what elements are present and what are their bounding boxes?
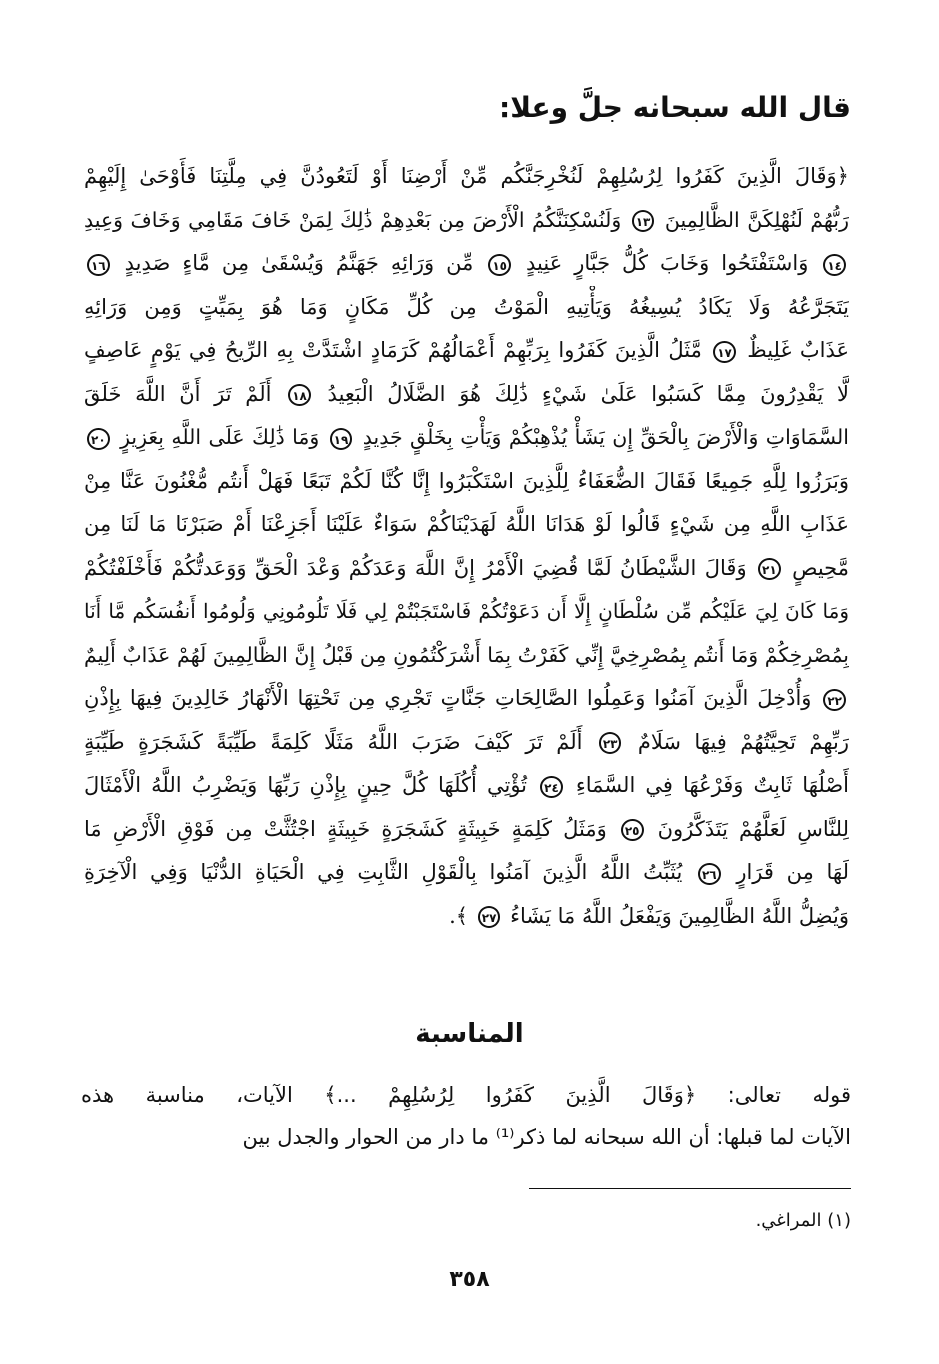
verse-text: مَّثَلُ الَّذِينَ كَفَرُوا بِرَبِّهِمْ أَعْمَالُهُمْ كَرَمَادٍ اشْتَدَّتْ بِهِ الرِّيحُ فِي يَوْمٍ عَاصِفٍ	[84, 338, 702, 362]
verse-line	[84, 329, 849, 373]
footnote: (١) المراغي.	[755, 1210, 851, 1231]
verse-text: يَتَجَرَّعُهُ وَلَا يَكَادُ يُسِيغُهُ وَيَأْتِيهِ الْمَوْتُ مِن كُلِّ مَكَانٍ وَمَا هُوَ بِمَيِّتٍ وَمِن وَرَائِهِ	[84, 294, 849, 319]
verse-text: يُثَبِّتُ اللَّهُ الَّذِينَ آمَنُوا بِالْقَوْلِ الثَّابِتِ فِي الْحَيَاةِ الدُّنْيَا وَفِي الْآخِرَةِ	[84, 860, 683, 884]
ayah-number-marker: ٢١	[758, 558, 781, 580]
verse-text: وَيُضِلُّ اللَّهُ الظَّالِمِينَ وَيَفْعَلُ اللَّهُ مَا يَشَاءُ	[510, 903, 849, 928]
verse-line	[84, 242, 849, 286]
ayah-number-marker: ١٩	[330, 428, 353, 450]
verse-text: وَقَالَ الشَّيْطَانُ لَمَّا قُضِيَ الْأَمْرُ إِنَّ اللَّهَ وَعَدَكُمْ وَعْدَ الْحَقِّ وَوَعَدتُّكُمْ فَأَخْلَفْتُكُمْ	[84, 555, 747, 580]
ayah-number-marker: ٢٠	[87, 428, 110, 450]
paragraph-line: الآيات لما قبلها: أن الله سبحانه لما ذكر⁽¹⁾ ما دار من الحوار والجدل بين	[242, 1125, 851, 1149]
verse-text: بِمُصْرِخِكُمْ وَمَا أَنتُم بِمُصْرِخِيَّ إِنِّي كَفَرْتُ بِمَا أَشْرَكْتُمُونِ مِن قَبْلُ إِنَّ الظَّالِمِينَ لَهُمْ عَذَابٌ أَلِيمٌ	[84, 642, 849, 667]
verse-line	[84, 634, 849, 678]
ayah-number-marker: ٢٧	[478, 906, 501, 928]
verse-line	[84, 764, 849, 808]
verse-text: ﴿وَقَالَ الَّذِينَ كَفَرُوا لِرُسُلِهِمْ لَنُخْرِجَنَّكُم مِّنْ أَرْضِنَا أَوْ لَتَعُودُنَّ فِي مِلَّتِنَا فَأَوْحَىٰ إِلَيْهِمْ	[84, 164, 849, 188]
ayah-number-marker: ٢٣	[599, 732, 622, 754]
verse-text: لَّا يَقْدِرُونَ مِمَّا كَسَبُوا عَلَىٰ شَيْءٍ ذَٰلِكَ هُوَ الضَّلَالُ الْبَعِيدُ	[327, 381, 849, 406]
ayah-number-marker: ١٦	[87, 254, 110, 276]
verse-line	[84, 590, 849, 634]
verse-line	[84, 155, 849, 199]
verse-text: وَمَا ذَٰلِكَ عَلَى اللَّهِ بِعَزِيزٍ	[120, 425, 320, 449]
page-number: ٣٥٨	[449, 1267, 490, 1292]
verse-line	[84, 199, 849, 243]
verse-text: لَهَا مِن قَرَارٍ	[736, 860, 849, 884]
verse-line	[84, 547, 849, 591]
ayah-number-marker: ١٧	[713, 341, 736, 363]
verse-text: مَّحِيصٍ	[792, 555, 849, 580]
verse-text: أَلَمْ تَرَ كَيْفَ ضَرَبَ اللَّهُ مَثَلًا كَلِمَةً طَيِّبَةً كَشَجَرَةٍ طَيِّبَةٍ	[84, 729, 583, 754]
verse-line	[84, 808, 849, 852]
commentary-paragraph	[81, 1074, 851, 1158]
verse-line	[84, 373, 849, 417]
verse-line	[84, 460, 849, 504]
verse-text: وَبَرَزُوا لِلَّهِ جَمِيعًا فَقَالَ الضُّعَفَاءُ لِلَّذِينَ اسْتَكْبَرُوا إِنَّا كُنَّا لَكُمْ تَبَعًا فَهَلْ أَنتُم مُّغْنُونَ عَنَّا مِنْ	[84, 468, 849, 493]
verse-line	[84, 851, 849, 895]
ayah-number-marker: ٢٥	[621, 819, 644, 841]
verse-text: رَبِّهِمْ تَحِيَّتُهُمْ فِيهَا سَلَامٌ	[637, 729, 849, 754]
page-heading: قال الله سبحانه جلَّ وعلا:	[499, 91, 851, 124]
verse-text: وَأُدْخِلَ الَّذِينَ آمَنُوا وَعَمِلُوا الصَّالِحَاتِ جَنَّاتٍ تَجْرِي مِن تَحْتِهَا الْأَنْهَارُ خَالِدِينَ فِيهَا بِإِذْنِ	[84, 686, 812, 710]
verse-text: وَمَا كَانَ لِيَ عَلَيْكُم مِّن سُلْطَانٍ إِلَّا أَن دَعَوْتُكُمْ فَاسْتَجَبْتُمْ لِي فَلَا تَلُومُونِي وَلُومُوا أَنفُسَكُم مَّا أَنَا	[84, 599, 849, 623]
verse-text: تُؤْتِي أُكُلَهَا كُلَّ حِينٍ بِإِذْنِ رَبِّهَا وَيَضْرِبُ اللَّهُ الْأَمْثَالَ	[84, 773, 528, 797]
verse-text: رَبُّهُمْ لَنُهْلِكَنَّ الظَّالِمِينَ	[664, 207, 849, 232]
verse-text: وَاسْتَفْتَحُوا وَخَابَ كُلُّ جَبَّارٍ عَنِيدٍ	[526, 251, 809, 275]
verse-text: عَذَابٌ غَلِيظٌ	[747, 338, 849, 362]
verse-line	[84, 503, 849, 547]
verse-text: أَصْلُهَا ثَابِتٌ وَفَرْعُهَا فِي السَّمَاءِ	[575, 773, 849, 797]
verse-text: السَّمَاوَاتِ وَالْأَرْضَ بِالْحَقِّ إِن يَشَأْ يُذْهِبْكُمْ وَيَأْتِ بِخَلْقٍ جَدِيدٍ	[362, 425, 849, 449]
verse-text: عَذَابِ اللَّهِ مِن شَيْءٍ قَالُوا لَوْ هَدَانَا اللَّهُ لَهَدَيْنَاكُمْ سَوَاءٌ عَلَيْنَا أَجَزِعْنَا أَمْ صَبَرْنَا مَا لَنَا مِن	[84, 512, 849, 536]
paragraph-line: قوله تعالى: ﴿وَقَالَ الَّذِينَ كَفَرُوا لِرُسُلِهِمْ ...﴾ الآيات، مناسبة هذه	[81, 1083, 851, 1107]
verse-text: وَلَنُسْكِنَنَّكُمُ الْأَرْضَ مِن بَعْدِهِمْ ذَٰلِكَ لِمَنْ خَافَ مَقَامِي وَخَافَ وَعِيدِ	[84, 207, 622, 232]
ayah-number-marker: ١٣	[632, 210, 655, 232]
ayah-number-marker: ١٤	[823, 254, 846, 276]
verse-text: أَلَمْ تَرَ أَنَّ اللَّهَ خَلَقَ	[84, 381, 272, 406]
section-heading: المناسبة	[415, 1019, 524, 1049]
footnote-divider	[529, 1188, 851, 1189]
verse-text: مِّن وَرَائِهِ جَهَنَّمُ وَيُسْقَىٰ مِن مَّاءٍ صَدِيدٍ	[124, 251, 474, 275]
ayah-number-marker: ١٥	[488, 254, 511, 276]
verse-line	[84, 677, 849, 721]
quran-verses-block	[84, 155, 849, 938]
verse-line	[84, 416, 849, 460]
verse-line	[84, 721, 849, 765]
ayah-number-marker: ١٨	[288, 384, 311, 406]
verse-text: وَمَثَلُ كَلِمَةٍ خَبِيثَةٍ كَشَجَرَةٍ خَبِيثَةٍ اجْتُثَّتْ مِن فَوْقِ الْأَرْضِ مَا	[84, 816, 607, 841]
verse-line	[84, 286, 849, 330]
verse-text: لِلنَّاسِ لَعَلَّهُمْ يَتَذَكَّرُونَ	[657, 816, 849, 841]
ayah-number-marker: ٢٦	[698, 863, 721, 885]
verse-closing: ﴾.	[449, 903, 469, 928]
verse-line	[84, 895, 849, 939]
ayah-number-marker: ٢٤	[540, 776, 563, 798]
ayah-number-marker: ٢٢	[823, 689, 846, 711]
